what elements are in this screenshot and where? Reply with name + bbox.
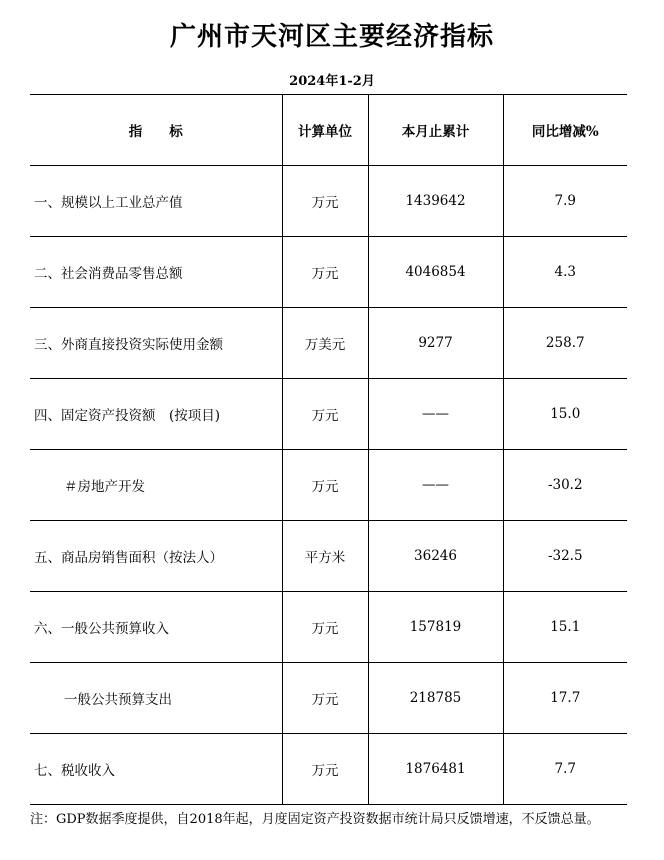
indicator-yoy: 7.9 [503,166,627,237]
indicator-name: 四、固定资产投资额 (按项目) [30,379,282,450]
indicator-unit: 万元 [282,734,368,805]
indicator-name: 三、外商直接投资实际使用金额 [30,308,282,379]
page-title: 广州市天河区主要经济指标 [169,22,494,52]
table-row [30,663,627,734]
indicator-name: 一般公共预算支出 [30,663,282,734]
table-row [30,308,627,379]
table-row [30,166,627,237]
indicator-unit: 万元 [282,237,368,308]
indicator-yoy: 4.3 [503,237,627,308]
indicator-unit: 万元 [282,379,368,450]
indicator-name: ＃房地产开发 [30,450,282,521]
indicator-unit: 万元 [282,592,368,663]
indicator-yoy: 7.7 [503,734,627,805]
table-row [30,237,627,308]
indicator-table [30,94,627,805]
indicator-cumulative: 4046854 [368,237,503,308]
indicator-name: 七、税收收入 [30,734,282,805]
indicator-unit: 平方米 [282,521,368,592]
indicator-yoy: 17.7 [503,663,627,734]
indicator-unit: 万元 [282,663,368,734]
header-indicator: 指 标 [30,95,282,166]
indicator-cumulative: 1876481 [368,734,503,805]
indicator-cumulative: —— [368,379,503,450]
header-cumulative: 本月止累计 [368,95,503,166]
table-row [30,734,627,805]
indicator-unit: 万元 [282,166,368,237]
indicator-unit: 万元 [282,450,368,521]
indicator-yoy: 258.7 [503,308,627,379]
table-row [30,521,627,592]
indicator-yoy: 15.0 [503,379,627,450]
indicator-yoy: 15.1 [503,592,627,663]
header-yoy: 同比增减% [503,95,627,166]
indicator-cumulative: 218785 [368,663,503,734]
indicator-yoy: -30.2 [503,450,627,521]
table-row [30,450,627,521]
indicator-cumulative: —— [368,450,503,521]
table-row [30,379,627,450]
indicator-cumulative: 157819 [368,592,503,663]
header-unit: 计算单位 [282,95,368,166]
table-row [30,592,627,663]
indicator-cumulative: 1439642 [368,166,503,237]
indicator-cumulative: 9277 [368,308,503,379]
indicator-name: 五、商品房销售面积（按法人） [30,521,282,592]
footnote: 注：GDP数据季度提供，自2018年起，月度固定资产投资数据市统计局只反馈增速，不反馈总量。 [30,812,600,827]
indicator-cumulative: 36246 [368,521,503,592]
indicator-name: 一、规模以上工业总产值 [30,166,282,237]
indicator-yoy: -32.5 [503,521,627,592]
indicator-unit: 万美元 [282,308,368,379]
indicator-name: 二、社会消费品零售总额 [30,237,282,308]
indicator-name: 六、一般公共预算收入 [30,592,282,663]
report-period: 2024年1-2月 [289,74,375,89]
table-header-row [30,95,627,166]
